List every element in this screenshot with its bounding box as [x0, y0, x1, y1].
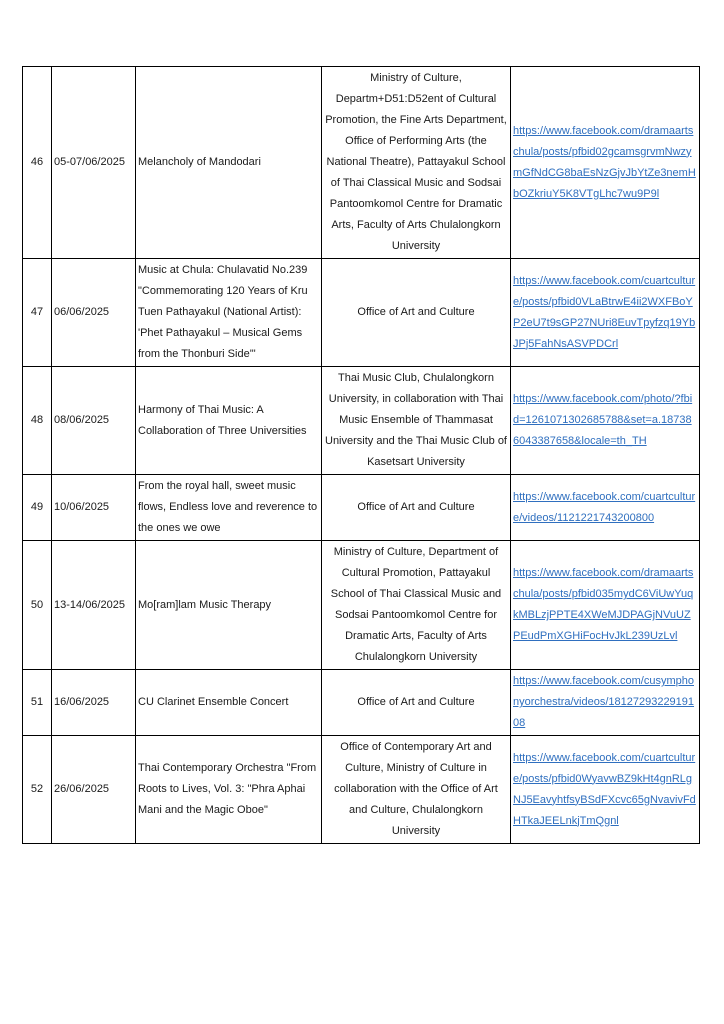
table-row	[23, 541, 700, 670]
row-number: 50	[23, 541, 52, 670]
event-title: CU Clarinet Ensemble Concert	[136, 670, 322, 736]
event-link-cell	[511, 475, 700, 541]
table-row	[23, 736, 700, 844]
event-date: 26/06/2025	[52, 736, 136, 844]
events-table	[22, 66, 700, 844]
event-organizer: Thai Music Club, Chulalongkorn University, in collaboration with Thai Music Ensemble of Thammasat University and the Thai Music Club of Kasetsart University	[322, 367, 511, 475]
event-organizer: Office of Contemporary Art and Culture, Ministry of Culture in collaboration with the Office of Art and Culture, Chulalongkorn University	[322, 736, 511, 844]
event-date: 08/06/2025	[52, 367, 136, 475]
event-title: Mo[ram]lam Music Therapy	[136, 541, 322, 670]
event-date: 06/06/2025	[52, 259, 136, 367]
event-title: Melancholy of Mandodari	[136, 67, 322, 259]
event-link-cell	[511, 670, 700, 736]
event-link[interactable]: https://www.facebook.com/photo/?fbid=1261071302685788&set=a.187386043387658&locale=th_TH	[513, 393, 693, 447]
event-link[interactable]: https://www.facebook.com/dramaartschula/posts/pfbid02gcamsgrvmNwzymGfNdCG8baEsNzGjvJbYtZe3nemHbOZkriuY5K8VTgLhc7wu9P9l	[513, 124, 696, 200]
event-organizer: Office of Art and Culture	[322, 475, 511, 541]
event-date: 16/06/2025	[52, 670, 136, 736]
row-number: 48	[23, 367, 52, 475]
event-organizer: Office of Art and Culture	[322, 259, 511, 367]
row-number: 51	[23, 670, 52, 736]
event-organizer: Ministry of Culture, Departm+D51:D52ent of Cultural Promotion, the Fine Arts Department, Office of Performing Arts (the National Theatre), Pattayakul School of Thai Classical Music and Sodsai Pantoomkomol Centre for Dramatic Arts, Faculty of Arts Chulalongkorn University	[322, 67, 511, 259]
event-date: 10/06/2025	[52, 475, 136, 541]
event-organizer: Office of Art and Culture	[322, 670, 511, 736]
event-link[interactable]: https://www.facebook.com/cuartculture/posts/pfbid0WyavwBZ9kHt4gnRLgNJ5EavyhtfsyBSdFXcvc65gNvavivFdHTkaJEELnkjTmQgnl	[513, 751, 696, 827]
event-link[interactable]: https://www.facebook.com/cusymphonyorchestra/videos/1812729322919108	[513, 675, 695, 729]
event-link-cell	[511, 259, 700, 367]
event-title: Harmony of Thai Music: A Collaboration of Three Universities	[136, 367, 322, 475]
event-title: Music at Chula: Chulavatid No.239 "Commemorating 120 Years of Kru Tuen Pathayakul (National Artist): 'Phet Pathayakul – Musical Gems from the Thonburi Side'"	[136, 259, 322, 367]
event-date: 13-14/06/2025	[52, 541, 136, 670]
table-row	[23, 475, 700, 541]
event-link-cell	[511, 367, 700, 475]
event-date: 05-07/06/2025	[52, 67, 136, 259]
event-link[interactable]: https://www.facebook.com/cuartculture/videos/1121221743200800	[513, 490, 696, 524]
table-row	[23, 259, 700, 367]
event-link-cell	[511, 541, 700, 670]
event-title: From the royal hall, sweet music flows, Endless love and reverence to the ones we owe	[136, 475, 322, 541]
event-organizer: Ministry of Culture, Department of Cultural Promotion, Pattayakul School of Thai Classical Music and Sodsai Pantoomkomol Centre for Dramatic Arts, Faculty of Arts Chulalongkorn University	[322, 541, 511, 670]
events-table-body	[23, 67, 700, 844]
table-row	[23, 367, 700, 475]
event-link[interactable]: https://www.facebook.com/cuartculture/posts/pfbid0VLaBtrwE4ii2WXFBoYP2eU7t9sGP27NUri8EuvTpyfzq19YbJPj5FahNsASVPDCrl	[513, 274, 696, 350]
row-number: 52	[23, 736, 52, 844]
table-row	[23, 67, 700, 259]
event-link-cell	[511, 736, 700, 844]
event-link[interactable]: https://www.facebook.com/dramaartschula/posts/pfbid035mydC6ViUwYuqkMBLzjPPTE4XWeMJDPAGjNVuUZPEudPmXGHiFocHvJkL239UzLvl	[513, 567, 694, 642]
table-row	[23, 670, 700, 736]
row-number: 49	[23, 475, 52, 541]
event-title: Thai Contemporary Orchestra "From Roots to Lives, Vol. 3: "Phra Aphai Mani and the Magic Oboe"	[136, 736, 322, 844]
row-number: 46	[23, 67, 52, 259]
row-number: 47	[23, 259, 52, 367]
event-link-cell	[511, 67, 700, 259]
